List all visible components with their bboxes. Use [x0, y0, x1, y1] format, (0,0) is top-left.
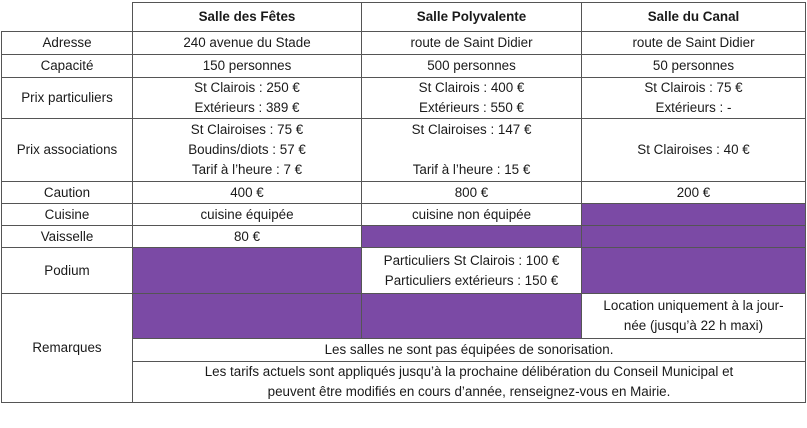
note-tarifs: [133, 362, 806, 403]
text-line: née (jusqu’à 22 h maxi): [623, 318, 764, 333]
row-capacite: [2, 55, 806, 78]
header-empty-cell: [2, 3, 133, 32]
header-salle-des-fetes: Salle des Fêtes: [133, 3, 362, 32]
cell-unavailable: [133, 248, 362, 294]
row-adresse: [2, 32, 806, 55]
row-cuisine: [2, 204, 806, 226]
cell-prix-particuliers-polyvalente: [362, 78, 582, 119]
cell-vaisselle-fetes: 80 €: [133, 226, 362, 248]
header-salle-polyvalente: Salle Polyvalente: [362, 3, 582, 32]
text-line: Extérieurs : 389 €: [194, 100, 300, 115]
cell-adresse-canal: route de Saint Didier: [582, 32, 806, 55]
venue-pricing-table: [1, 2, 806, 403]
text-line: St Clairois : 400 €: [418, 80, 525, 95]
cell-capacite-canal: 50 personnes: [582, 55, 806, 78]
pricing-table-container: [1, 2, 806, 403]
text-line: St Clairoises : 75 €: [190, 122, 304, 137]
row-label-prix-associations: Prix associations: [2, 119, 133, 182]
text-line: Extérieurs : -: [655, 100, 732, 115]
row-label-cuisine: Cuisine: [2, 204, 133, 226]
cell-unavailable: [582, 226, 806, 248]
cell-unavailable: [362, 294, 582, 339]
cell-capacite-polyvalente: 500 personnes: [362, 55, 582, 78]
text-line: Boudins/diots : 57 €: [188, 142, 306, 157]
row-label-adresse: Adresse: [2, 32, 133, 55]
row-podium: [2, 248, 806, 294]
cell-prix-particuliers-fetes: [133, 78, 362, 119]
cell-unavailable: [133, 294, 362, 339]
row-label-podium: Podium: [2, 248, 133, 294]
text-line: St Clairois : 250 €: [194, 80, 300, 95]
text-line: Tarif à l’heure : 15 €: [412, 162, 531, 177]
row-label-remarques: Remarques: [2, 294, 133, 403]
row-remarques: [2, 294, 806, 339]
cell-unavailable: [582, 204, 806, 226]
cell-cuisine-polyvalente: cuisine non équipée: [362, 204, 582, 226]
row-label-caution: Caution: [2, 182, 133, 204]
header-row: [2, 3, 806, 32]
cell-cuisine-fetes: cuisine équipée: [133, 204, 362, 226]
row-label-capacite: Capacité: [2, 55, 133, 78]
row-label-prix-particuliers: Prix particuliers: [2, 78, 133, 119]
header-salle-du-canal: Salle du Canal: [582, 3, 806, 32]
cell-caution-fetes: 400 €: [133, 182, 362, 204]
cell-caution-canal: 200 €: [582, 182, 806, 204]
cell-capacite-fetes: 150 personnes: [133, 55, 362, 78]
text-line: Extérieurs : 550 €: [419, 100, 524, 115]
text-line: St Clairois : 75 €: [644, 80, 743, 95]
cell-prix-associations-polyvalente: [362, 119, 582, 182]
text-line: St Clairoises : 147 €: [411, 122, 532, 137]
cell-remarques-canal: [582, 294, 806, 339]
text-line: Particuliers St Clairois : 100 €: [383, 252, 560, 268]
row-caution: [2, 182, 806, 204]
text-line: Les tarifs actuels sont appliqués jusqu’à la prochaine délibération du Conseil Municipal et: [204, 364, 734, 379]
cell-caution-polyvalente: 800 €: [362, 182, 582, 204]
cell-unavailable: [582, 248, 806, 294]
cell-prix-associations-canal: St Clairoises : 40 €: [582, 119, 806, 182]
cell-adresse-fetes: 240 avenue du Stade: [133, 32, 362, 55]
note-sonorisation: Les salles ne sont pas équipées de sonorisation.: [133, 339, 806, 362]
row-vaisselle: [2, 226, 806, 248]
cell-prix-associations-fetes: [133, 119, 362, 182]
text-line: Particuliers extérieurs : 150 €: [384, 272, 559, 288]
row-label-vaisselle: Vaisselle: [2, 226, 133, 248]
cell-adresse-polyvalente: route de Saint Didier: [362, 32, 582, 55]
text-line: Tarif à l’heure : 7 €: [191, 162, 303, 177]
cell-unavailable: [362, 226, 582, 248]
text-line-spacer: [365, 140, 578, 160]
cell-podium-polyvalente: [362, 248, 582, 294]
cell-prix-particuliers-canal: [582, 78, 806, 119]
row-prix-associations: [2, 119, 806, 182]
row-prix-particuliers: [2, 78, 806, 119]
text-line: peuvent être modifiés en cours d’année, renseignez-vous en Mairie.: [267, 384, 671, 399]
text-line: Location uniquement à la jour-: [603, 298, 784, 313]
